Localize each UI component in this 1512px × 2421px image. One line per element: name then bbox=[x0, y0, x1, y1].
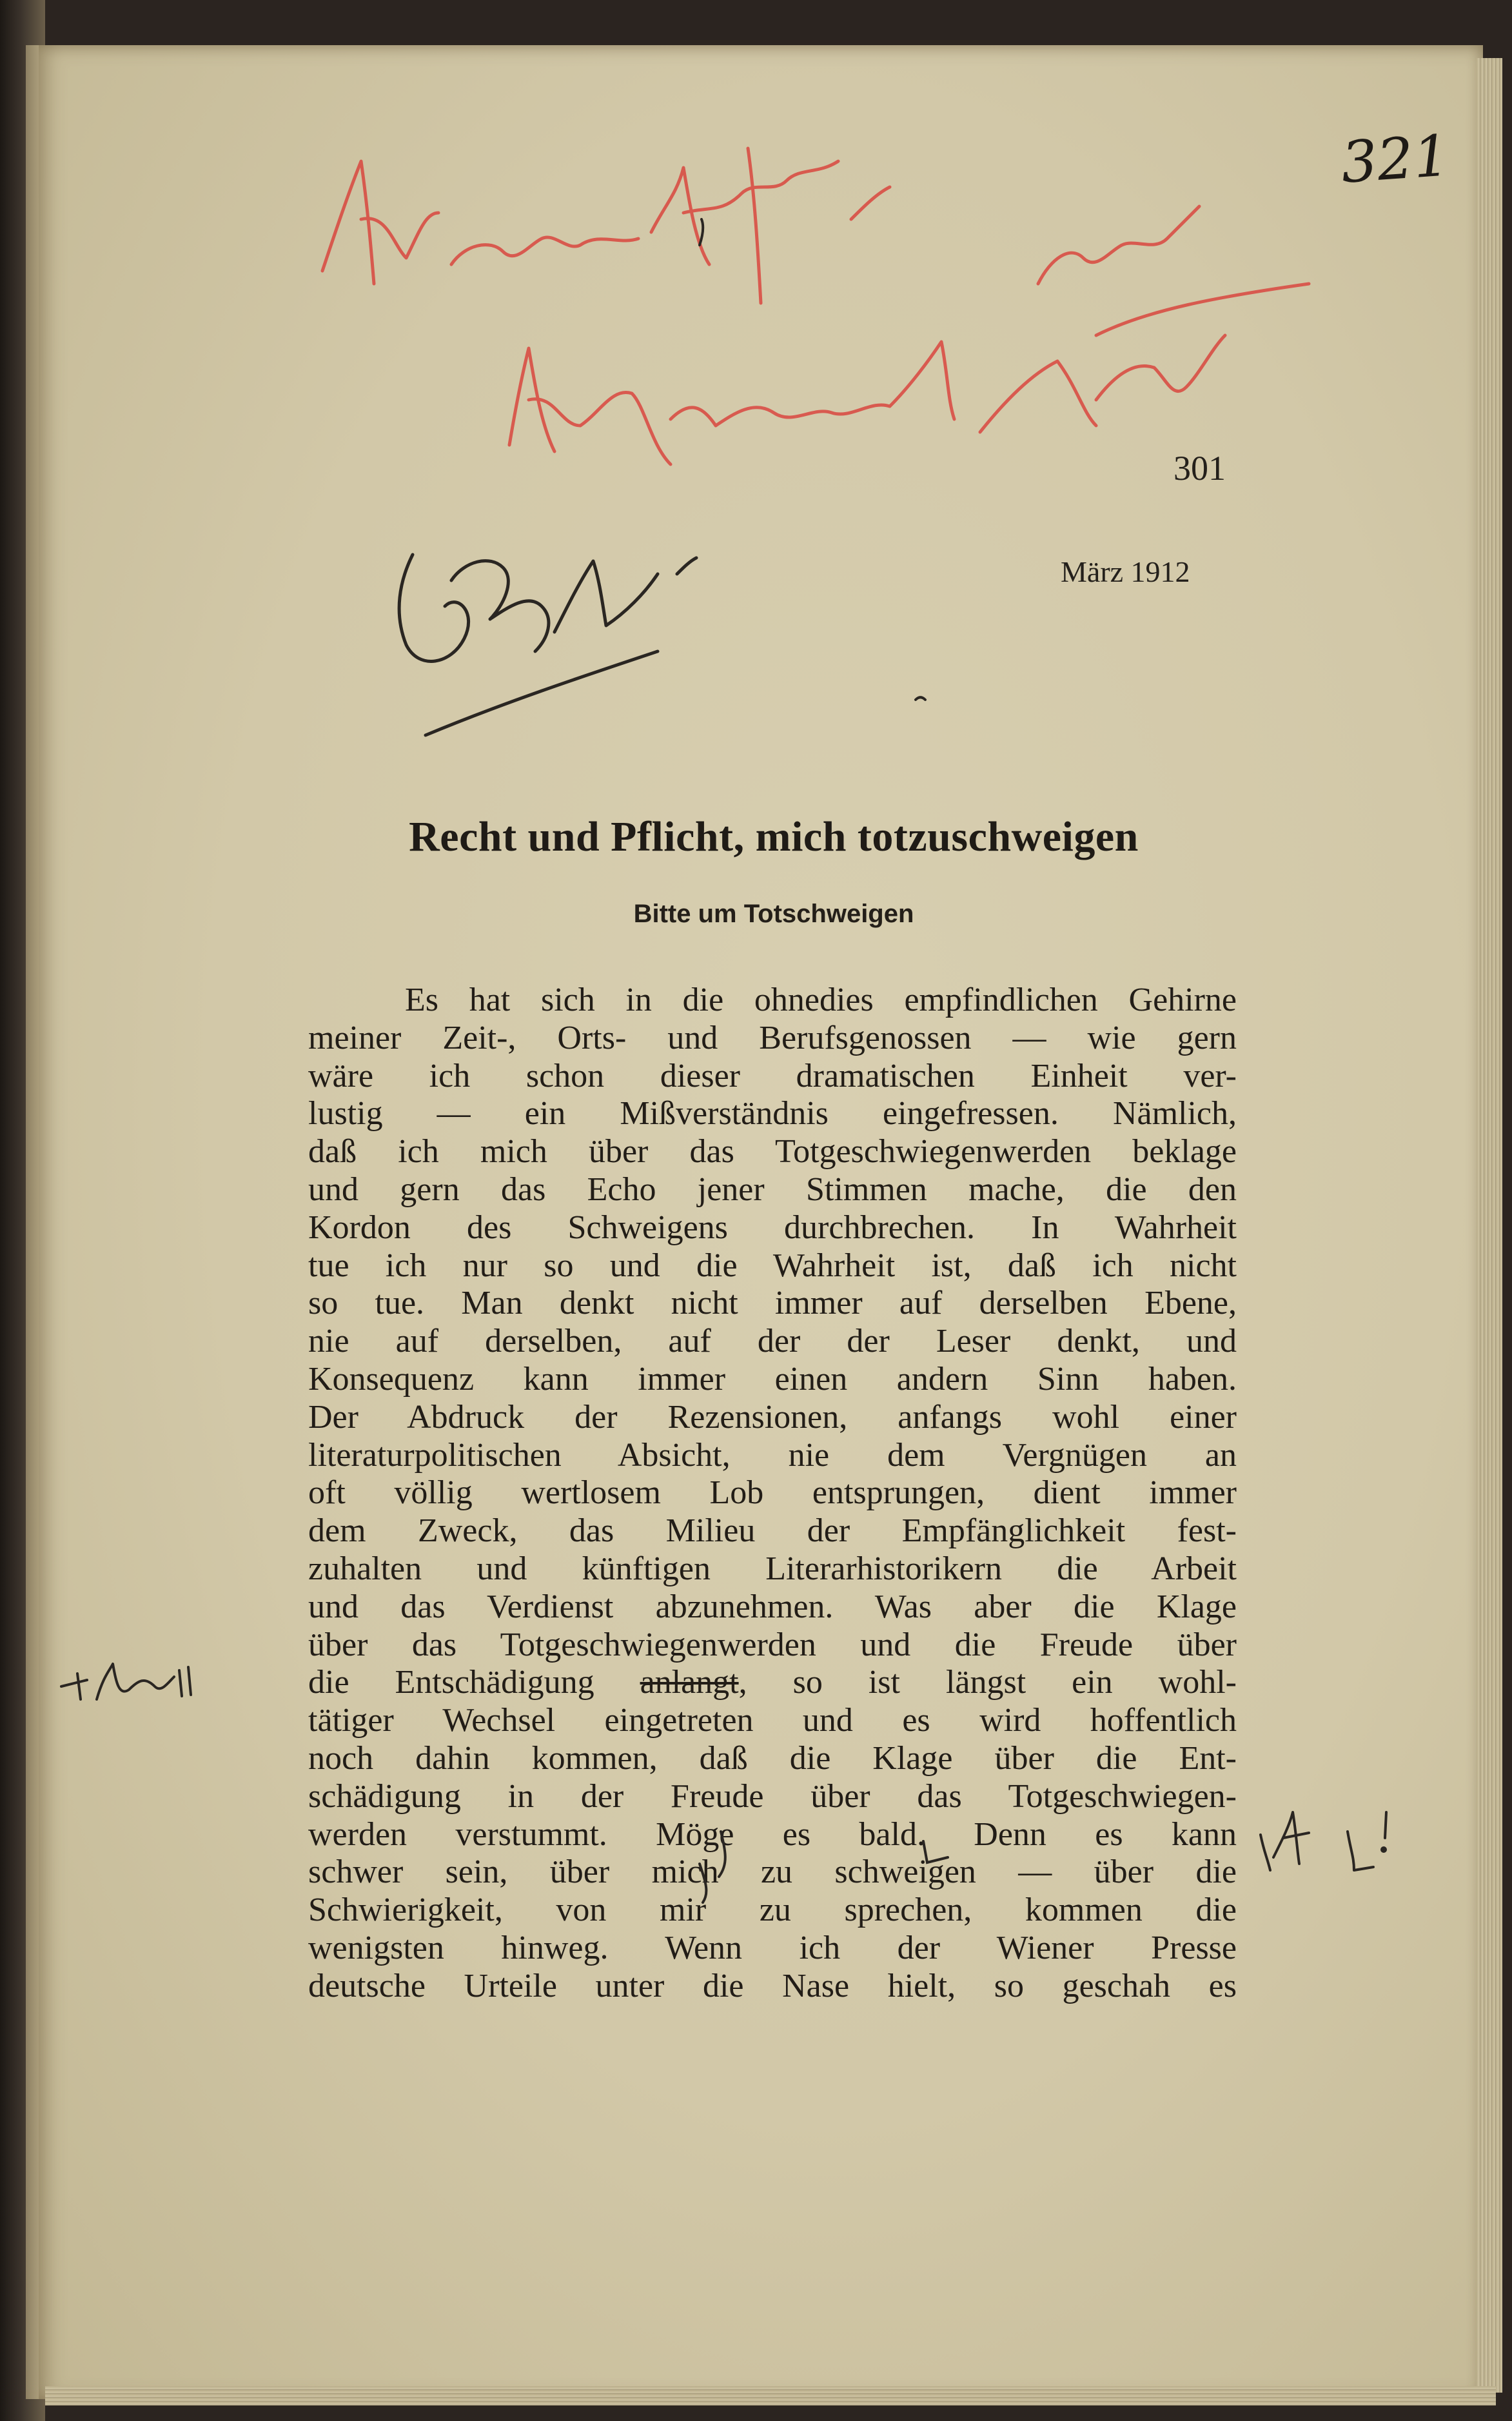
struck-word: anlangt bbox=[640, 1664, 739, 1701]
text-line: Konsequenz kann immer einen andern Sinn haben. bbox=[308, 1360, 1237, 1398]
text-line: tätiger Wechsel eingetreten und es wird hoffentlich bbox=[308, 1702, 1237, 1739]
line-segment: die Entschädigung bbox=[308, 1664, 640, 1701]
text-line: schwer sein, über mich zu schweigen — über die bbox=[308, 1853, 1237, 1891]
text-line: dem Zweck, das Milieu der Empfänglichkeit fest- bbox=[308, 1512, 1237, 1550]
signature-text bbox=[413, 580, 486, 588]
archive-number: 321 bbox=[1339, 122, 1452, 196]
text-line: deutsche Urteile unter die Nase hielt, so geschah es bbox=[308, 1967, 1237, 2004]
text-line: meiner Zeit-, Orts- und Berufsgenossen — wie gern bbox=[308, 1019, 1237, 1056]
text-line: und gern das Echo jener Stimmen mache, die den bbox=[308, 1171, 1237, 1208]
page-stack-bottom-edge bbox=[45, 2386, 1496, 2406]
red-pencil-note-text bbox=[322, 168, 464, 175]
text-line: Es hat sich in die ohnedies empfindlichen Gehirne bbox=[405, 982, 1237, 1018]
text-line: daß ich mich über das Totgeschwiegenwerden beklage bbox=[308, 1133, 1237, 1171]
text-line: nie auf derselben, auf der der Leser denkt, und bbox=[308, 1323, 1237, 1360]
body-text bbox=[308, 982, 1237, 2006]
text-line: so tue. Man denkt nicht immer auf derselben Ebene, bbox=[308, 1285, 1237, 1322]
date: März 1912 bbox=[1061, 555, 1190, 588]
text-line: Kordon des Schweigens durchbrechen. In Wahrheit bbox=[308, 1209, 1237, 1246]
text-line: tue ich nur so und die Wahrheit ist, daß ich nicht bbox=[308, 1247, 1237, 1284]
line-segment: , so ist längst ein wohl- bbox=[738, 1664, 1237, 1701]
page-stack-right-edge bbox=[1477, 58, 1502, 2393]
text-line: zuhalten und künftigen Literarhistorikern die Arbeit bbox=[308, 1550, 1237, 1587]
text-line: und das Verdienst abzunehmen. Was aber die Klage bbox=[308, 1588, 1237, 1625]
text-line: über das Totgeschwiegenwerden und die Freude über bbox=[308, 1626, 1237, 1663]
page-number: 301 bbox=[1173, 449, 1226, 488]
margin-note-left-text bbox=[61, 1677, 98, 1684]
text-line: literaturpolitischen Absicht, nie dem Vergnügen an bbox=[308, 1436, 1237, 1474]
text-line: werden verstummt. Möge es bald. Denn es kann bbox=[308, 1815, 1237, 1853]
text-line: noch dahin kommen, daß die Klage über die Ent- bbox=[308, 1739, 1237, 1777]
text-line: lustig — ein Mißverständnis eingefressen. Nämlich, bbox=[308, 1095, 1237, 1132]
text-line: oft völlig wertlosem Lob entsprungen, dient immer bbox=[308, 1474, 1237, 1512]
margin-note-right-text bbox=[1261, 1832, 1284, 1839]
text-line: Schwierigkeit, von mir zu sprechen, kommen die bbox=[308, 1892, 1237, 1929]
text-line: wäre ich schon dieser dramatischen Einheit ver- bbox=[308, 1057, 1237, 1094]
text-line: wenigsten hinweg. Wenn ich der Wiener Presse bbox=[308, 1929, 1237, 1966]
text-line: schädigung in der Freude über das Totgeschwiegen- bbox=[308, 1777, 1237, 1815]
text-line: Der Abdruck der Rezensionen, anfangs wohl einer bbox=[308, 1398, 1237, 1436]
text-line-with-strikethrough bbox=[308, 1664, 1237, 1702]
document-subtitle: Bitte um Totschweigen bbox=[633, 900, 914, 928]
document-title: Recht und Pflicht, mich totzuschweigen bbox=[409, 813, 1139, 860]
